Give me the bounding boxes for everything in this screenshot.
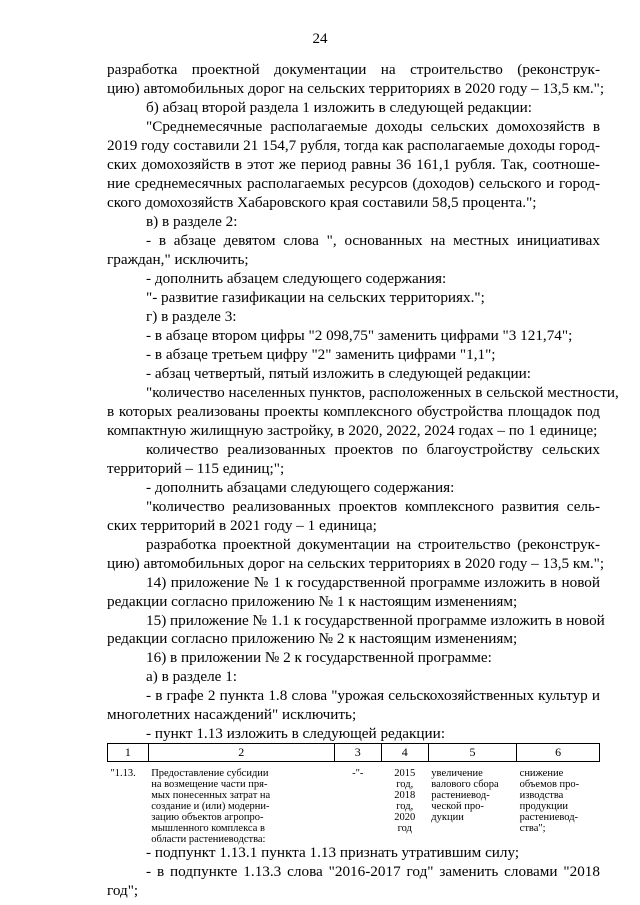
cell-line: объемов про- <box>519 779 580 791</box>
cell-line: валового сбора <box>431 779 499 791</box>
paragraph-line: ских территорий в 2021 году – 1 единица; <box>107 516 377 534</box>
table-cell-result <box>428 762 516 847</box>
paragraph-line: "количество реализованных проектов комплексного развития сель- <box>146 497 600 515</box>
paragraph-line: цию) автомобильных дорог на сельских территориях в 2020 году – 13,5 км."; <box>107 554 605 572</box>
paragraph-line: - абзац четвертый, пятый изложить в следующей редакции: <box>146 364 532 382</box>
cell-line: увеличение <box>431 768 483 780</box>
paragraph-line: - в абзаце втором цифры "2 098,75" заменить цифрами "3 121,74"; <box>146 326 573 344</box>
cell-line: год <box>397 823 412 835</box>
table-cell-consequence <box>517 762 600 847</box>
paragraph-line: компактную жилищную застройку, в 2020, 2022, 2024 годах – по 1 единице; <box>107 421 598 439</box>
cell-line: растениевод- <box>519 812 579 824</box>
cell-line: создание и (или) модерни- <box>151 801 270 813</box>
paragraph-line: год"; <box>107 882 139 900</box>
table-row <box>108 762 600 847</box>
cell-line: год, <box>396 801 414 813</box>
paragraph-line: - в абзаце девятом слова ", основанных на местных инициативах <box>146 231 600 249</box>
paragraph-line: г) в разделе 3: <box>146 307 237 325</box>
cell-line: год, <box>396 779 414 791</box>
page-number: 24 <box>312 31 328 47</box>
table-header-cell: 1 <box>108 744 149 762</box>
paragraph-line: территорий – 115 единиц;"; <box>107 459 285 477</box>
paragraph-line: - пункт 1.13 изложить в следующей редакции: <box>146 725 446 743</box>
paragraph-line: разработка проектной документации на строительство (реконструк- <box>107 61 600 78</box>
table-header-cell: 5 <box>428 744 516 762</box>
paragraph-line: - подпункт 1.13.1 пункта 1.13 признать утратившим силу; <box>146 844 520 862</box>
paragraph-line: граждан," исключить; <box>107 250 249 268</box>
paragraph-line: ского домохозяйств Хабаровского края составили 58,5 процента."; <box>107 193 537 211</box>
paragraph-line: разработка проектной документации на строительство (реконструк- <box>146 535 600 553</box>
table-cell-ditto: -"- <box>352 768 364 780</box>
paragraph-line: "- развитие газификации на сельских территориях."; <box>146 288 485 306</box>
cell-line: изводства <box>519 790 564 802</box>
paragraph-line: - в абзаце третьем цифру "2" заменить цифрами "1,1"; <box>146 345 496 363</box>
paragraph-line: 15) приложение № 1.1 к государственной программе изложить в новой <box>146 611 605 629</box>
table-cell-number: "1.13. <box>110 768 136 780</box>
paragraph-line: в) в разделе 2: <box>146 212 238 230</box>
paragraph-line: редакции согласно приложению № 1 к настоящим изменениям; <box>107 592 518 610</box>
paragraph-line: 2019 году составили 21 154,7 рубля, тогда как располагаемые доходы город- <box>107 136 600 154</box>
paragraph-line: "Среднемесячные располагаемые доходы сельских домохозяйств в <box>146 117 600 135</box>
paragraph-line: 14) приложение № 1 к государственной программе изложить в новой <box>146 573 600 591</box>
paragraph-line: ние среднемесячных располагаемых ресурсов (доходов) сельского и город- <box>107 174 600 192</box>
table-header-cell: 2 <box>148 744 334 762</box>
table-header-row <box>108 744 600 762</box>
paragraph-line: - в графе 2 пункта 1.8 слова "урожая сельскохозяйственных культур и <box>146 687 600 705</box>
paragraph-line: - дополнить абзацами следующего содержания: <box>146 478 455 496</box>
paragraph-line: - в подпункте 1.13.3 слова "2016-2017 год" заменить словами "2018 <box>146 863 600 881</box>
paragraph-line: ских домохозяйств в этот же период равны 36 161,1 рубля. Так, соотноше- <box>107 155 600 173</box>
paragraph-line: количество реализованных проектов по благоустройству сельских <box>146 440 600 458</box>
item-table <box>107 743 600 846</box>
cell-line: мых понесенных затрат на <box>151 790 271 802</box>
cell-line: растениевод- <box>431 790 490 802</box>
cell-line: области растениеводства: <box>151 834 266 846</box>
paragraph-line: б) абзац второй раздела 1 изложить в следующей редакции: <box>146 98 533 116</box>
paragraph-line: а) в разделе 1: <box>146 668 238 686</box>
cell-line: 2020 <box>394 812 416 824</box>
table-header-cell: 4 <box>381 744 428 762</box>
paragraph-line: многолетних насаждений" исключить; <box>107 706 357 724</box>
paragraph-line: в которых реализованы проекты комплексного обустройства площадок под <box>107 402 600 420</box>
cell-line: зацию объектов агропро- <box>151 812 264 824</box>
table-cell-description <box>148 762 334 847</box>
cell-line: 2015 <box>394 768 416 780</box>
cell-line: продукции <box>519 801 569 813</box>
paragraph-line: 16) в приложении № 2 к государственной программе: <box>146 649 492 667</box>
cell-line: Предоставление субсидии <box>151 768 269 780</box>
cell-line: мышленного комплекса в <box>151 823 265 835</box>
table-cell-years <box>381 762 428 847</box>
paragraph-line: цию) автомобильных дорог на сельских территориях в 2020 году – 13,5 км."; <box>107 79 605 97</box>
paragraph-line: редакции согласно приложению № 2 к настоящим изменениям; <box>107 630 518 648</box>
cell-line: 2018 <box>394 790 416 802</box>
table-header-cell: 3 <box>334 744 381 762</box>
cell-line: ческой про- <box>431 801 484 813</box>
cell-line: снижение <box>519 768 564 780</box>
table-header-cell: 6 <box>517 744 600 762</box>
cell-line: дукции <box>431 812 464 824</box>
paragraph-line: - дополнить абзацем следующего содержания: <box>146 269 447 287</box>
cell-line: на возмещение части пря- <box>151 779 268 791</box>
paragraph-line: "количество населенных пунктов, расположенных в сельской местности, <box>146 383 619 401</box>
cell-line: ства"; <box>519 823 546 835</box>
